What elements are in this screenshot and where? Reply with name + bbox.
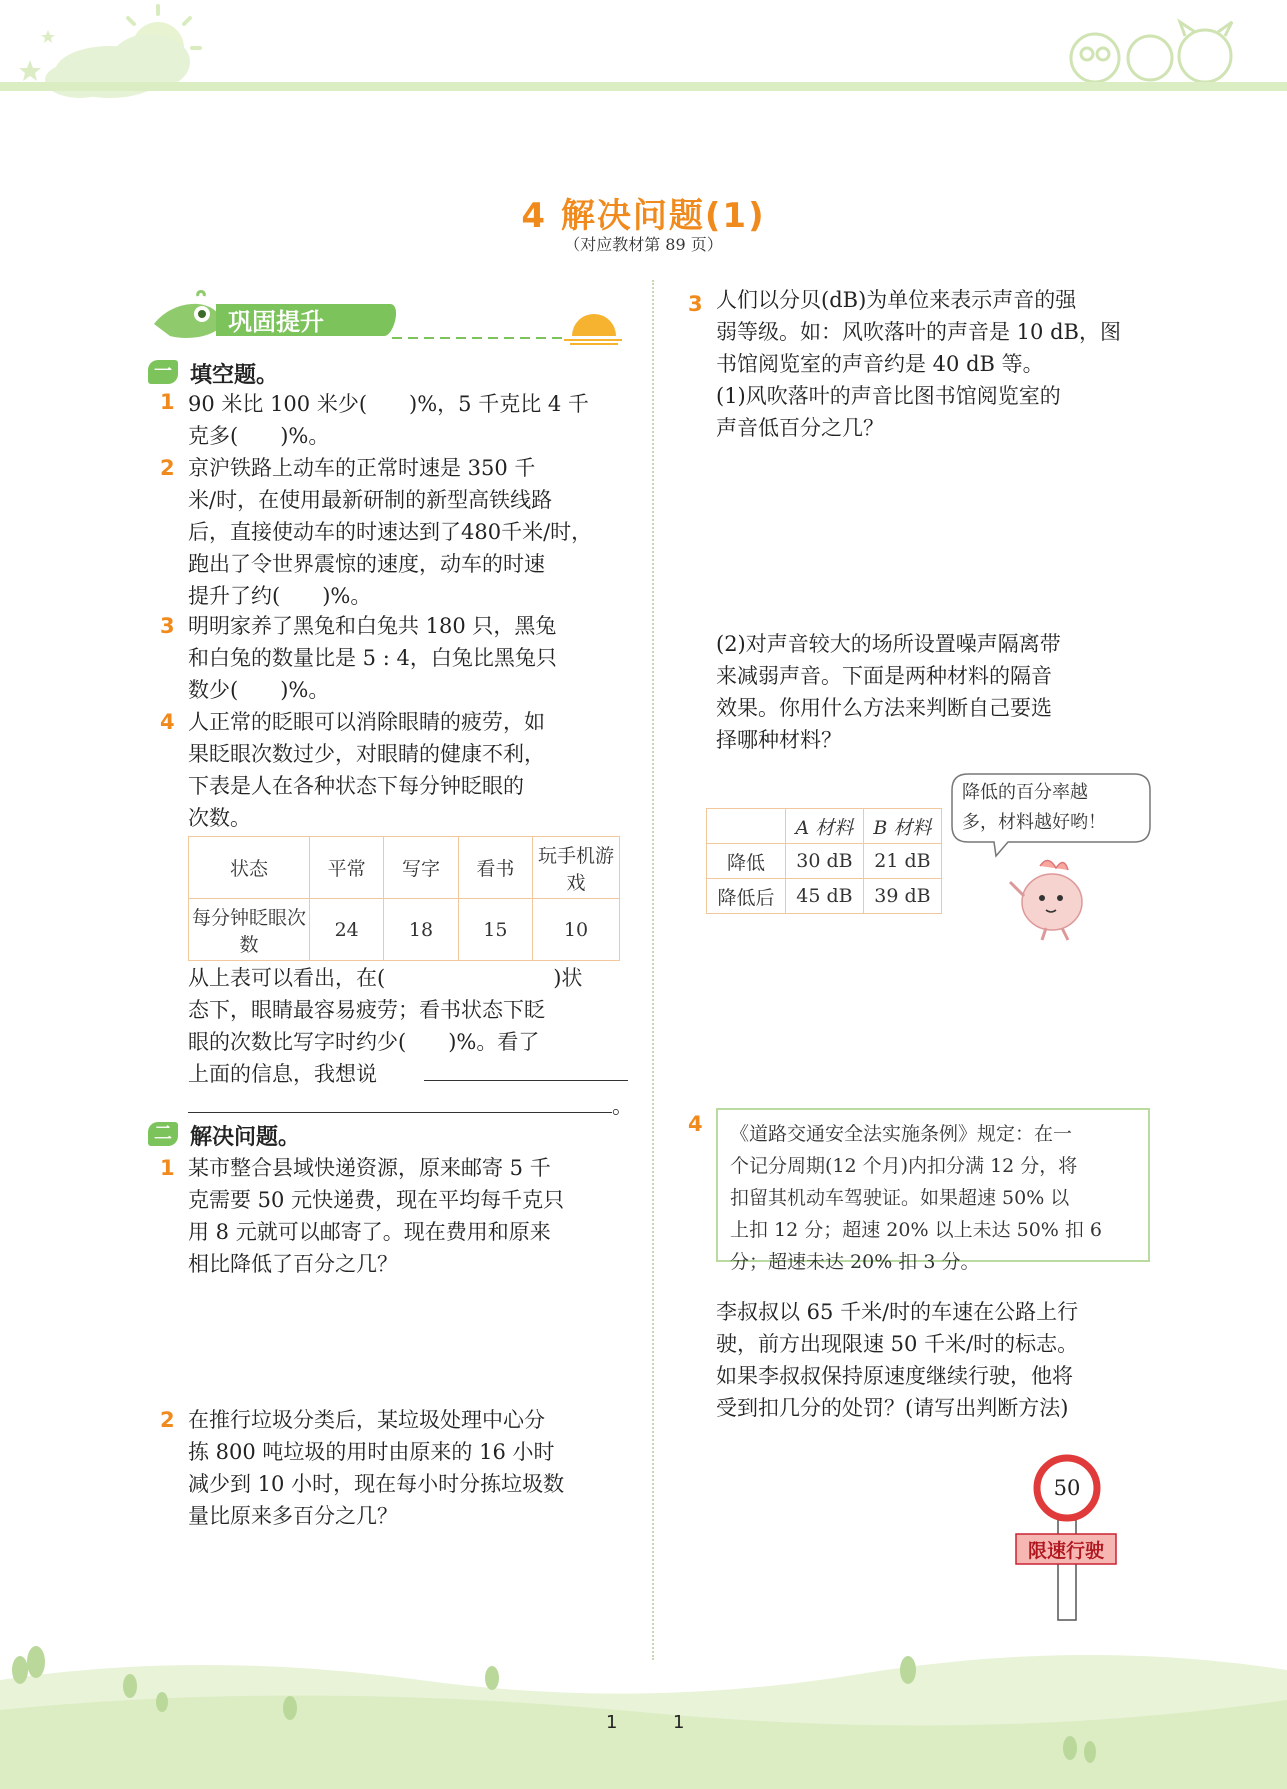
whale-icon xyxy=(154,292,222,339)
speed-limit-number: 50 xyxy=(1053,1476,1081,1500)
table-header: 平常 xyxy=(310,837,384,899)
problem-2-text: 在推行垃圾分类后，某垃圾处理中心分 拣 800 吨垃圾的用时由原来的 16 小时 减少到 10 小时，现在每小时分拣垃圾数 量比原来多百分之几？ xyxy=(188,1408,565,1528)
table-cell: 18 xyxy=(384,899,458,961)
bubble-text: 降低的百分率越 多，材料越好哟！ xyxy=(962,782,1106,833)
question-number: 2 xyxy=(160,456,175,480)
page-number-right: 1 xyxy=(673,1712,685,1733)
question-number: 3 xyxy=(688,292,703,316)
table-row-label: 每分钟眨眼次数 xyxy=(189,899,310,961)
table-header xyxy=(707,809,786,844)
page-title: 4 解决问题(1) xyxy=(521,196,766,236)
question-number: 3 xyxy=(160,614,175,638)
table-cell: 21 dB xyxy=(863,844,941,879)
question-3-text: 明明家养了黑兔和白兔共 180 只，黑兔 和白兔的数量比是 5 : 4，白兔比黑兔只 数少( )%。 xyxy=(188,614,557,702)
problem-4-text: 李叔叔以 65 千米/时的车速在公路上行 驶，前方出现限速 50 千米/时的标志。 如果李叔叔保持原速度继续行驶，他将 受到扣几分的处罚？(请写出判断方法) xyxy=(716,1300,1079,1420)
regulation-box: 《道路交通安全法实施条例》规定：在一 个记分周期(12 个月)内扣分满 12 分，将 扣留其机动车驾驶证。如果超速 50% 以 上扣 12 分；超速 20% 以上未达 50% 扣 6 分；超速未达 20% 扣 3 分。 xyxy=(716,1108,1150,1262)
table-cell: 24 xyxy=(310,899,384,961)
question-number: 4 xyxy=(160,710,175,734)
answer-line xyxy=(188,1112,612,1113)
animal-friends-icon xyxy=(1071,22,1232,82)
answer-line xyxy=(424,1080,628,1081)
table-header: 玩手机游戏 xyxy=(533,837,620,899)
section-banner xyxy=(152,290,622,350)
question-number: 1 xyxy=(160,1156,175,1180)
material-table xyxy=(706,808,942,914)
answer-period: 。 xyxy=(612,1094,633,1118)
table-header: 写字 xyxy=(384,837,458,899)
section-2-title: 解决问题。 xyxy=(190,1125,301,1150)
section-1-tag: 一 xyxy=(148,360,178,384)
problem-3-text: 人们以分贝(dB)为单位来表示声音的强 弱等级。如：风吹落叶的声音是 10 dB，图 书馆阅览室的声音约是 40 dB 等。 (1)风吹落叶的声音比图书馆阅览室的 声音低百分之几？ xyxy=(716,288,1121,440)
question-1-text: 90 米比 100 米少( )%，5 千克比 4 千 克多( )%。 xyxy=(188,392,589,448)
banner-label: 巩固提升 xyxy=(228,308,324,336)
header-divider xyxy=(0,82,1287,91)
table-cell: 15 xyxy=(458,899,532,961)
section-2-tag: 二 xyxy=(148,1122,178,1146)
question-number: 2 xyxy=(160,1408,175,1432)
footer-landscape xyxy=(0,1640,1287,1789)
table-header: B 材料 xyxy=(863,809,941,844)
table-cell: 30 dB xyxy=(786,844,864,879)
table-row-label: 降低后 xyxy=(707,879,786,914)
page-subtitle: （对应教材第 89 页） xyxy=(564,235,723,254)
table-row-label: 降低 xyxy=(707,844,786,879)
question-number: 1 xyxy=(160,390,175,414)
table-header: 状态 xyxy=(189,837,310,899)
column-divider xyxy=(652,280,654,1660)
question-4-followup: 从上表可以看出，在( )状 态下，眼睛最容易疲劳；看书状态下眨 眼的次数比写字时约少( )%。看了 上面的信息，我想说 xyxy=(188,966,583,1086)
table-cell: 10 xyxy=(533,899,620,961)
table-cell: 39 dB xyxy=(863,879,941,914)
table-header: 看书 xyxy=(458,837,532,899)
speed-limit-label: 限速行驶 xyxy=(1027,1540,1104,1562)
section-1-title: 填空题。 xyxy=(190,363,279,388)
page-number-left: 1 xyxy=(606,1712,618,1733)
sunset-icon xyxy=(564,314,622,344)
question-number: 4 xyxy=(688,1112,703,1136)
table-header: A 材料 xyxy=(786,809,864,844)
question-2-text: 京沪铁路上动车的正常时速是 350 千 米/时，在使用最新研制的新型高铁线路 后，直接使动车的时速达到了480千米/时， 跑出了令世界震惊的速度，动车的时速 提升了约( )%。 xyxy=(188,456,593,608)
table-cell: 45 dB xyxy=(786,879,864,914)
blink-table xyxy=(188,836,620,961)
mascot-icon xyxy=(1004,846,1104,946)
problem-3-part-2: (2)对声音较大的场所设置噪声隔离带 来减弱声音。下面是两种材料的隔音 效果。你用什么方法来判断自己要选 择哪种材料？ xyxy=(716,632,1061,752)
problem-1-text: 某市整合县域快递资源，原来邮寄 5 千 克需要 50 元快递费，现在平均每千克只 用 8 元就可以邮寄了。现在费用和原来 相比降低了百分之几？ xyxy=(188,1156,565,1276)
question-4-text: 人正常的眨眼可以消除眼睛的疲劳，如 果眨眼次数过少，对眼睛的健康不利， 下表是人在各种状态下每分钟眨眼的 次数。 xyxy=(188,710,545,830)
